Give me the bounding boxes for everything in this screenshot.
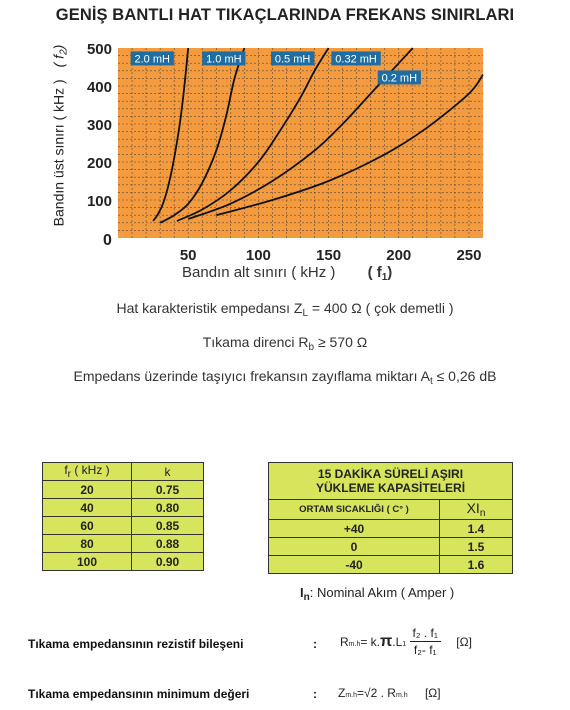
temp-cell: -40: [269, 556, 440, 574]
resistive-formula: Rm.h= k.π.L1 $\frac{\text{f₂ . f₁}}{\text{f₂- f₁}}$ [Ω]: [340, 626, 472, 657]
k-cell: 0.90: [132, 553, 204, 571]
temp-cell: 0: [269, 538, 440, 556]
overload-capacity-table: [268, 462, 513, 574]
y-tick-label: 100: [86, 193, 112, 210]
x-tick-label: 150: [316, 247, 342, 264]
xl-cell: 1.6: [440, 556, 513, 574]
table-row: [269, 520, 513, 538]
nominal-current-note: $I_n$: Nominal Akım ( Amper ): [300, 585, 455, 603]
y-tick-label: 500: [86, 41, 112, 58]
formula1-colon: :: [313, 637, 317, 651]
k-cell: 0.75: [132, 481, 204, 499]
y-tick-label: 300: [86, 117, 112, 134]
x-tick-label: 100: [245, 247, 271, 264]
table-header-row: [43, 463, 204, 481]
x-tick-label: 50: [179, 247, 197, 264]
k-cell: 0.85: [132, 517, 204, 535]
fraction: $\frac{\text{f₂ . f₁}}{\text{f₂- f₁}}$: [410, 626, 441, 657]
x-axis-symbol: ( $f_1$): [367, 264, 393, 283]
curve-label-4: 0.2 mH: [381, 72, 418, 85]
formula1-label: Tıkama empedansının rezistif bileşeni: [28, 637, 244, 651]
attenuation-line: Empedans üzerinde taşıyıcı frekansın zayıflama miktarı $A_t \le 0,26$ dB: [73, 368, 497, 387]
table-row: [43, 499, 204, 517]
curve-label-0: 2.0 mH: [134, 53, 170, 66]
table-row: [269, 538, 513, 556]
freq-cell: 80: [43, 535, 132, 553]
formula2-label: Tıkama empedansının minimum değeri: [28, 687, 250, 701]
curve-label-2: 0.5 mH: [274, 53, 311, 66]
freq-cell: 40: [43, 499, 132, 517]
impedance-line: Hat karakteristik empedansı $Z_L = 400$ Ω ( çok demetli ): [116, 300, 454, 319]
y-axis-label-text: Bandın üst sınırı ( kHz ): [50, 79, 67, 227]
table-title-row: [269, 463, 513, 500]
xl-cell: 1.5: [440, 538, 513, 556]
freq-cell: 100: [43, 553, 132, 571]
x-tick-label: 200: [386, 247, 412, 264]
curve-label-1: 1.0 mH: [206, 53, 242, 66]
k-cell: 0.88: [132, 535, 204, 553]
temp-cell: +40: [269, 520, 440, 538]
table-title: 15 DAKİKA SÜRELİ AŞIRI YÜKLEME KAPASİTELERİ: [269, 463, 513, 500]
k-cell: 0.80: [132, 499, 204, 517]
resistance-line: Tıkama direnci $R_b \ge 570$ Ω: [202, 334, 368, 353]
freq-cell: 20: [43, 481, 132, 499]
x-axis-label-text: Bandın alt sınırı ( kHz ): [182, 264, 336, 281]
curve-label-3: 0.32 mH: [335, 53, 377, 66]
table-row: [43, 535, 204, 553]
k-header: k: [132, 463, 204, 481]
y-axis-symbol: ( $f_2$): [50, 44, 70, 68]
frequency-chart: [0, 30, 570, 290]
origin-label: 0: [103, 232, 112, 249]
formula2-colon: :: [313, 687, 317, 701]
k-factor-table: [42, 462, 204, 571]
table-row: [43, 517, 204, 535]
table-row: [43, 553, 204, 571]
xl-header: $XI_n$: [440, 500, 513, 520]
table-row: [269, 556, 513, 574]
page-title: GENİŞ BANTLI HAT TIKAÇLARINDA FREKANS SINIRLARI: [55, 6, 515, 24]
freq-header: $f_r$ ( kHz ): [43, 463, 132, 481]
table-header-row: [269, 500, 513, 520]
x-axis-label: [182, 264, 392, 283]
x-tick-label: 250: [456, 247, 482, 264]
freq-cell: 60: [43, 517, 132, 535]
y-tick-label: 400: [86, 79, 112, 96]
xl-cell: 1.4: [440, 520, 513, 538]
temp-header: ORTAM SICAKLIĞI ( C° ): [269, 500, 440, 520]
minimum-formula: Zm.h=√2 . Rm.h [Ω]: [338, 686, 441, 700]
y-tick-label: 200: [86, 155, 112, 172]
table-row: [43, 481, 204, 499]
y-axis-label: [51, 31, 70, 241]
